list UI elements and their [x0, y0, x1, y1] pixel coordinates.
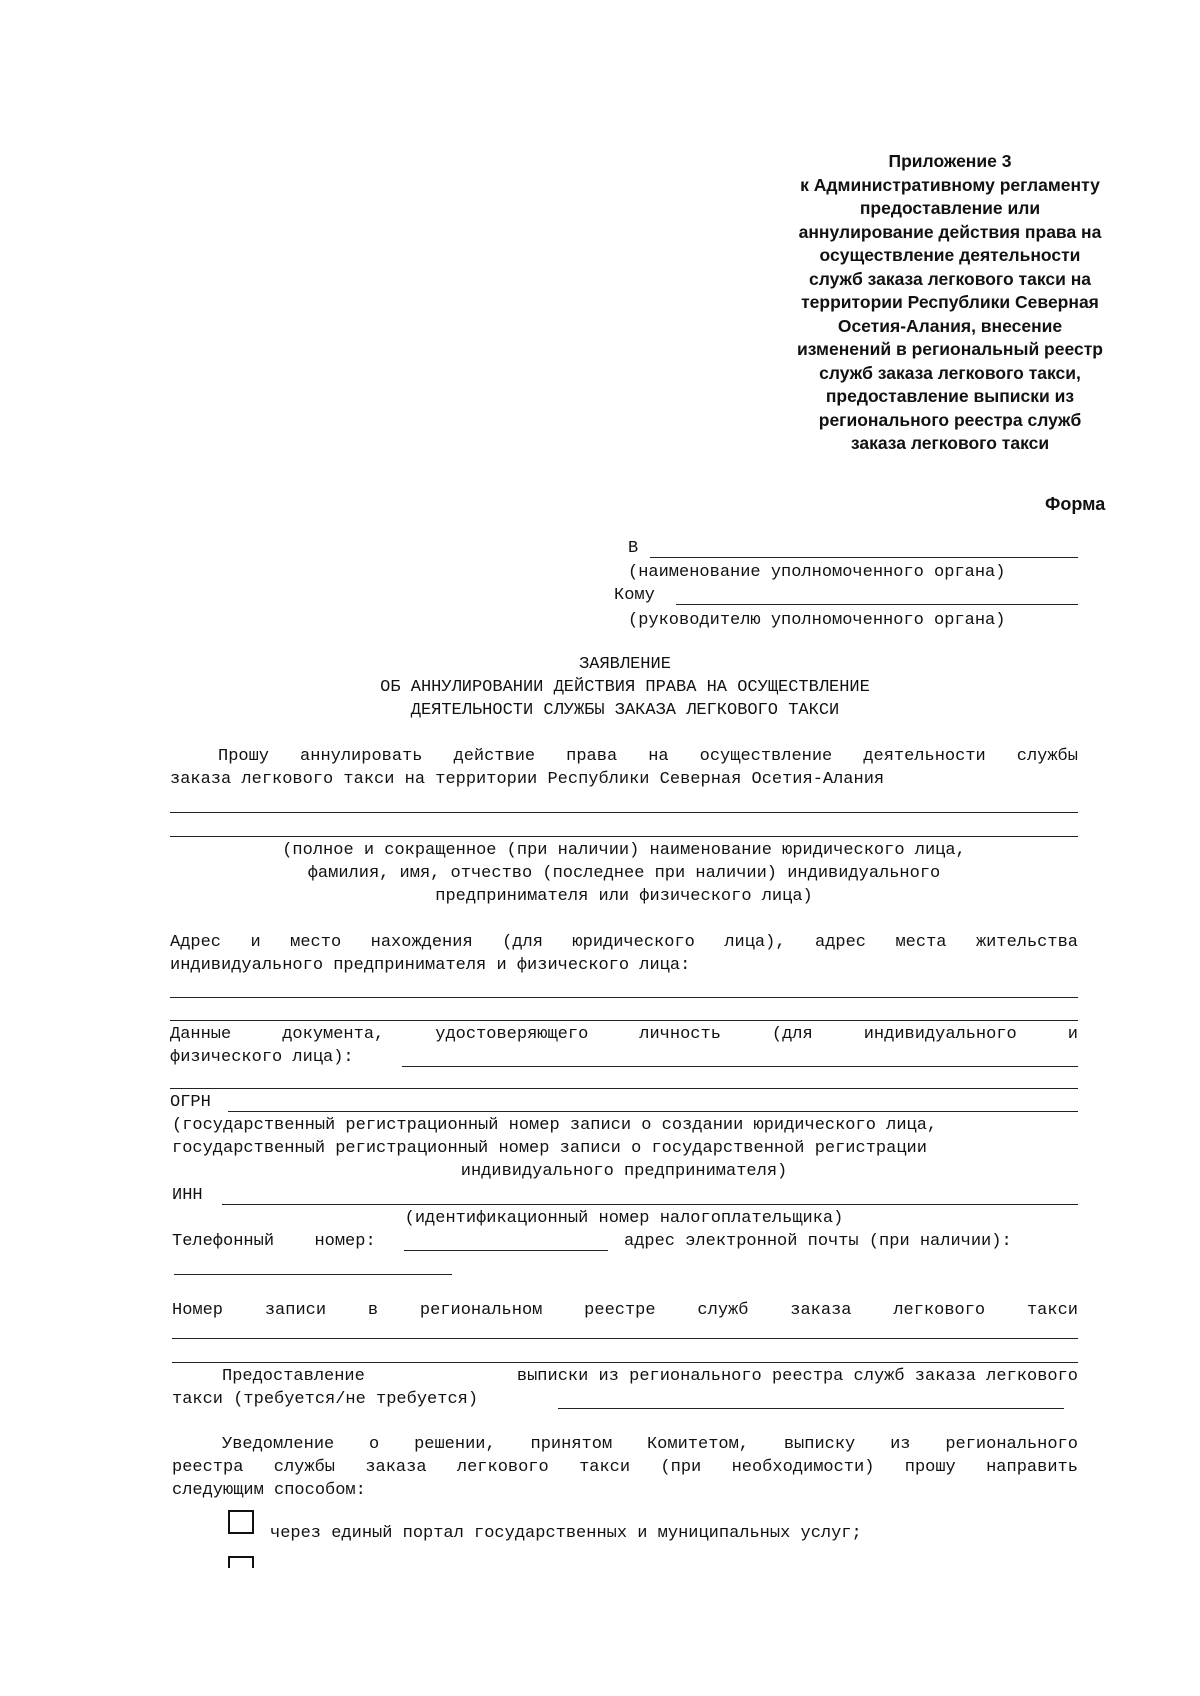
word: из [890, 1435, 911, 1454]
phone-label [172, 1231, 376, 1253]
name-caption: фамилия, имя, отчество (последнее при наличии) индивидуального [307, 864, 941, 883]
applicant-name-line[interactable] [170, 812, 1078, 813]
word: такси [1026, 1301, 1078, 1320]
form-label: Форма [1045, 494, 1106, 514]
word: (для [502, 933, 543, 952]
notification-line: следующим способом: [172, 1481, 366, 1500]
address-line [170, 932, 1078, 954]
word: службы [1016, 747, 1078, 766]
word: жительства [975, 933, 1078, 952]
whom-caption: (руководителю уполномоченного органа) [628, 611, 1006, 630]
identity-field-line[interactable] [402, 1066, 1078, 1067]
request-line: заказа легкового такси на территории Республики Северная Осетия-Алания [170, 770, 885, 789]
to-prefix: В [628, 539, 639, 558]
word: (при [660, 1458, 702, 1477]
word: такси [579, 1458, 631, 1477]
word: действие [453, 747, 536, 766]
registry-line [172, 1300, 1078, 1322]
word: Предоставление [222, 1367, 365, 1386]
word: Номер [172, 1301, 224, 1320]
identity-line: физического лица): [170, 1048, 354, 1067]
word: прошу [904, 1458, 956, 1477]
word: легкового [456, 1458, 549, 1477]
title-line: ОБ АННУЛИРОВАНИИ ДЕЙСТВИЯ ПРАВА НА ОСУЩЕСТВЛЕНИЕ [380, 678, 870, 697]
email-label: адрес электронной почты (при наличии): [624, 1232, 1012, 1251]
word: и [1067, 1025, 1078, 1044]
word: реестра [172, 1458, 244, 1477]
word: необходимости) [731, 1458, 875, 1477]
word: документа, [282, 1025, 385, 1044]
word: региональном [419, 1301, 543, 1320]
word: служб [697, 1301, 749, 1320]
extract-line: такси (требуется/не требуется) [172, 1390, 479, 1409]
word: Данные [170, 1025, 232, 1044]
next-option-checkbox[interactable] [228, 1556, 254, 1568]
inn-caption: (идентификационный номер налогоплательщика) [404, 1209, 844, 1228]
word: решении, [414, 1435, 496, 1454]
word: Телефонный [172, 1232, 275, 1251]
word: Адрес [170, 933, 222, 952]
word: номер: [314, 1232, 376, 1251]
registry-field-line[interactable] [172, 1362, 1078, 1363]
word: выписку [783, 1435, 856, 1454]
notification-line [172, 1457, 1078, 1479]
name-caption: (полное и сокращенное (при наличии) наименование юридического лица, [282, 841, 966, 860]
word: направить [986, 1458, 1078, 1477]
appendix-line: аннулирование действия права на [798, 221, 1102, 242]
word: заказа [790, 1301, 852, 1320]
word: осуществление [699, 747, 833, 766]
appendix-line: Приложение 3 [888, 151, 1012, 171]
extract-field-line[interactable] [558, 1408, 1064, 1409]
notification-line [222, 1434, 1078, 1456]
appendix-line: территории Республики Северная [801, 292, 1099, 312]
name-caption: предпринимателя или физического лица) [435, 887, 813, 906]
word: о [369, 1435, 380, 1454]
word: юридического [572, 933, 695, 952]
address-line: индивидуального предпринимателя и физического лица: [170, 956, 691, 975]
ogrn-label: ОГРН [170, 1093, 211, 1112]
word: права [566, 747, 618, 766]
extract-line [222, 1366, 1078, 1388]
word: (для [771, 1025, 813, 1044]
email-field-line[interactable] [174, 1274, 452, 1275]
appendix-line: Осетия-Алания, внесение [837, 315, 1063, 336]
ogrn-caption: индивидуального предпринимателя) [460, 1162, 788, 1181]
appendix-line: регионального реестра служб [818, 409, 1082, 430]
word: принятом [530, 1435, 613, 1454]
identity-field-line[interactable] [170, 1088, 1078, 1089]
request-line [218, 746, 1078, 768]
registry-field-line[interactable] [172, 1338, 1078, 1339]
appendix-line: служб заказа легкового такси, [819, 362, 1081, 383]
inn-field-line[interactable] [222, 1204, 1078, 1205]
ogrn-caption: государственный регистрационный номер записи о государственной регистрации [172, 1139, 927, 1158]
word: индивидуального [863, 1025, 1017, 1044]
word: реестре [584, 1301, 656, 1320]
word: в [367, 1301, 379, 1320]
title-line: ДЕЯТЕЛЬНОСТИ СЛУЖБЫ ЗАКАЗА ЛЕГКОВОГО ТАКСИ [410, 701, 840, 720]
applicant-name-line[interactable] [170, 836, 1078, 837]
word: регионального [945, 1435, 1078, 1454]
word: места [895, 933, 947, 952]
word: адрес [815, 933, 867, 952]
portal-option-label: через единый портал государственных и муниципальных услуг; [270, 1524, 862, 1543]
identity-line [170, 1024, 1078, 1046]
address-field-line[interactable] [170, 997, 1078, 998]
word: на [648, 747, 669, 766]
word: аннулировать [300, 747, 423, 766]
portal-option-checkbox[interactable] [228, 1510, 254, 1534]
word: записи [264, 1301, 327, 1320]
whom-prefix: Кому [614, 586, 655, 605]
to-caption: (наименование уполномоченного органа) [628, 563, 1006, 582]
to-field-line[interactable] [650, 557, 1078, 558]
word: легкового [893, 1301, 986, 1320]
word: и [250, 933, 261, 952]
word: службы [273, 1458, 335, 1477]
word: Уведомление [222, 1435, 335, 1454]
word: выписки из регионального реестра служб заказа легкового [516, 1367, 1078, 1386]
appendix-line: предоставление или [859, 198, 1041, 218]
appendix-line: к Административному регламенту [800, 174, 1100, 195]
appendix-header [760, 150, 1140, 456]
appendix-line: заказа легкового такси [850, 433, 1050, 453]
word: лица), [724, 933, 786, 952]
word: деятельности [863, 747, 986, 766]
ogrn-field-line[interactable] [228, 1111, 1078, 1112]
appendix-line: осуществление деятельности [819, 245, 1081, 265]
word: личность [639, 1025, 721, 1044]
word: заказа [365, 1458, 427, 1477]
inn-label: ИНН [172, 1186, 203, 1205]
appendix-line: изменений в региональный реестр [797, 339, 1103, 359]
word: удостоверяющего [435, 1025, 589, 1044]
word: Комитетом, [646, 1435, 750, 1454]
whom-field-line[interactable] [676, 604, 1078, 605]
appendix-line: предоставление выписки из [825, 386, 1075, 406]
title-line: ЗАЯВЛЕНИЕ [579, 655, 671, 674]
phone-field-line[interactable] [404, 1250, 608, 1251]
word: место [290, 933, 342, 952]
word: Прошу [218, 747, 270, 766]
word: нахождения [370, 933, 473, 952]
ogrn-caption: (государственный регистрационный номер записи о создании юридического лица, [172, 1116, 938, 1135]
address-field-line[interactable] [170, 1020, 1078, 1021]
appendix-line: служб заказа легкового такси на [808, 268, 1092, 289]
